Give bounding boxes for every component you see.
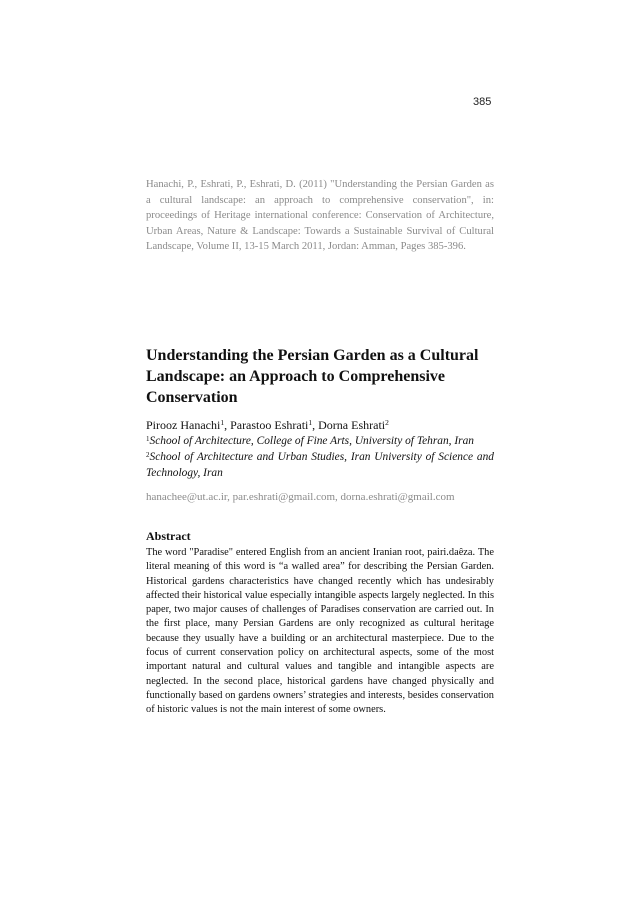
affiliation bbox=[146, 433, 494, 449]
author-name: Pirooz Hanachi bbox=[146, 418, 221, 432]
author-separator: , bbox=[312, 418, 319, 432]
author-separator: , bbox=[224, 418, 231, 432]
author-list bbox=[146, 417, 494, 433]
author-emails: hanachee@ut.ac.ir, par.eshrati@gmail.com, dorna.eshrati@gmail.com bbox=[146, 491, 455, 503]
affiliation-mark: 1 bbox=[146, 435, 150, 443]
page-number: 385 bbox=[473, 96, 492, 108]
author-name: Dorna Eshrati bbox=[318, 418, 386, 432]
author-name: Parastoo Eshrati bbox=[230, 418, 309, 432]
author-affil-mark: 1 bbox=[308, 418, 313, 427]
abstract-heading: Abstract bbox=[146, 529, 191, 543]
paper-title: Understanding the Persian Garden as a Cultural Landscape: an Approach to Comprehensive Conservation bbox=[146, 347, 479, 406]
affiliation bbox=[146, 449, 494, 481]
author-affil-mark: 1 bbox=[220, 418, 225, 427]
affiliation-mark: 2 bbox=[146, 451, 150, 459]
citation: Hanachi, P., Eshrati, P., Eshrati, D. (2011) "Understanding the Persian Garden as a cultural landscape: an approach to comprehensive conservation", in: proceedings of Heritage international conference: Conservation of Architecture, Urban Areas, Nature & Landscape: Towards a Sustainable Survival of Cultural Landscape, Volume II, 13-15 March 2011, Jordan: Amman, Pages 385-396. bbox=[146, 179, 494, 252]
author-affil-mark: 2 bbox=[385, 418, 389, 427]
abstract-body: The word "Paradise" entered English from an ancient Iranian root, pairi.daêza. The literal meaning of this word is “a walled area” for describing the Persian Garden. Historical gardens characteristics have changed recently which has undesirably affected their historical value especially intangible aspects largely neglected. In this paper, two major causes of challenges of Paradises conservation are carried out. In the first place, many Persian Gardens are only recognized as cultural heritage because they usually have a building or an architectural masterpiece. Due to the focus of current conservation policy on architectural aspects, some of the most important natural and cultural values and tangible and intangible aspects are neglected. In the second place, historical gardens have changed physically and functionally based on gardens owners’ strategies and interests, besides conservation of historic values is not the main interest of some owners. bbox=[146, 547, 494, 716]
affiliation-list bbox=[146, 433, 494, 481]
affiliation-text: School of Architecture and Urban Studies, Iran University of Science and Technology, Iran bbox=[146, 451, 494, 479]
affiliation-text: School of Architecture, College of Fine Arts, University of Tehran, Iran bbox=[149, 435, 474, 447]
